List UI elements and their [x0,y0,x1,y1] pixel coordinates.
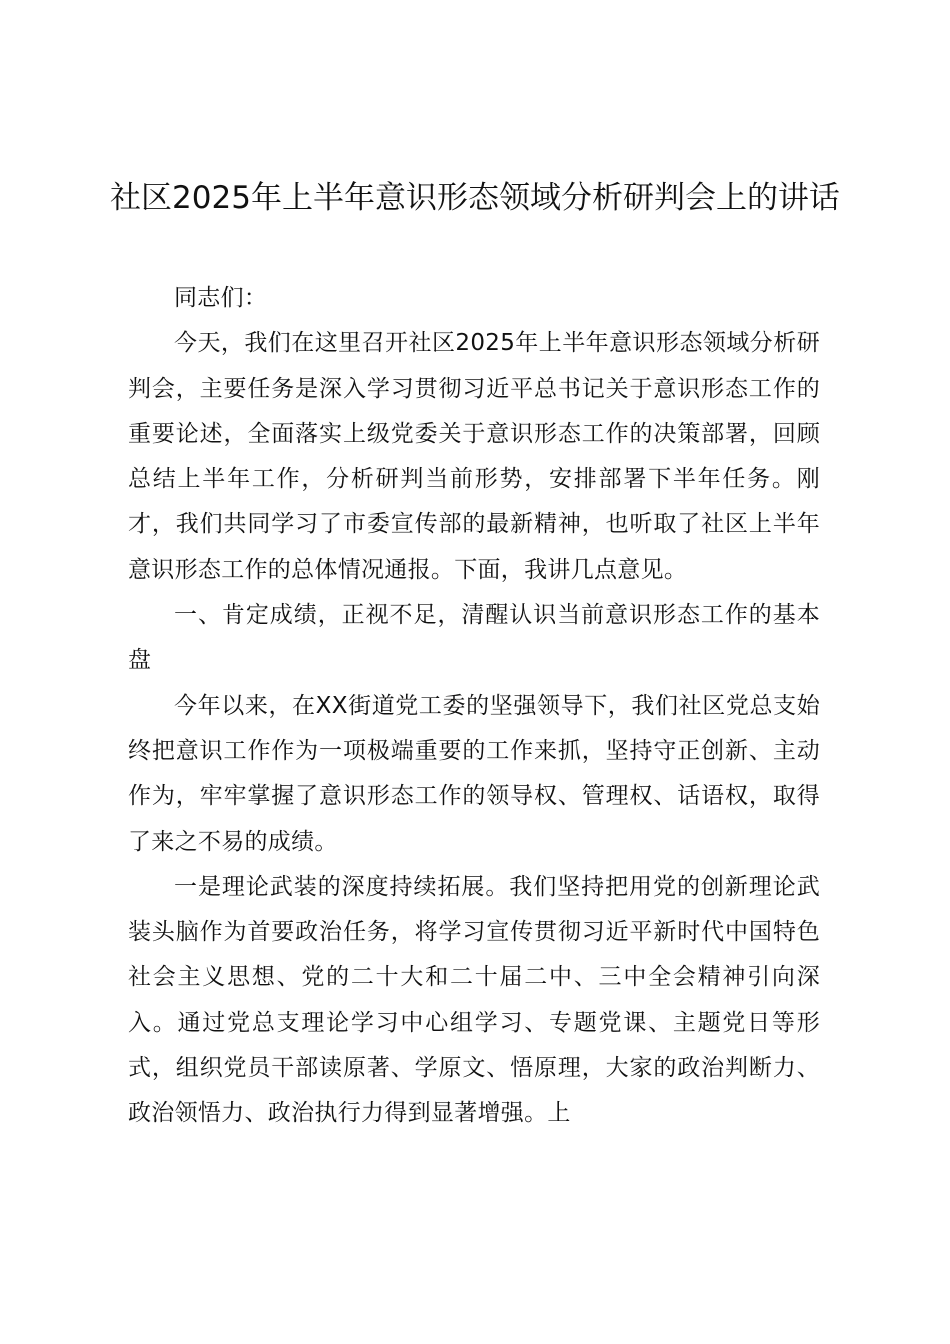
opening-paragraph: 今天，我们在这里召开社区2025年上半年意识形态领域分析研判会，主要任务是深入学习贯彻习近平总书记关于意识形态工作的重要论述，全面落实上级党委关于意识形态工作的决策部署，回顾总结上半年工作，分析研判当前形势，安排部署下半年任务。刚才，我们共同学习了市委宣传部的最新精神，也听取了社区上半年意识形态工作的总体情况通报。下面，我讲几点意见。 [128,330,820,583]
salutation: 同志们： [174,285,268,311]
point-one-paragraph: 一是理论武装的深度持续拓展。我们坚持把用党的创新理论武装头脑作为首要政治任务，将学习宣传贯彻习近平新时代中国特色社会主义思想、党的二十大和二十届二中、三中全会精神引向深入。通过党总支理论学习中心组学习、专题党课、主题党日等形式，组织党员干部读原著、学原文、悟原理，大家的政治判断力、政治领悟力、政治执行力得到显著增强。上 [128,873,820,1127]
document-body [128,276,820,1137]
document-title: 社区2025年上半年意识形态领域分析研判会上的讲话 [110,180,840,216]
section-intro-paragraph: 今年以来，在XX街道党工委的坚强领导下，我们社区党总支始终把意识工作作为一项极端重要的工作来抓，坚持守正创新、主动作为，牢牢掌握了意识形态工作的领导权、管理权、话语权，取得了来之不易的成绩。 [128,692,820,855]
section-heading: 一、肯定成绩，正视不足，清醒认识当前意识形态工作的基本盘 [128,602,820,674]
